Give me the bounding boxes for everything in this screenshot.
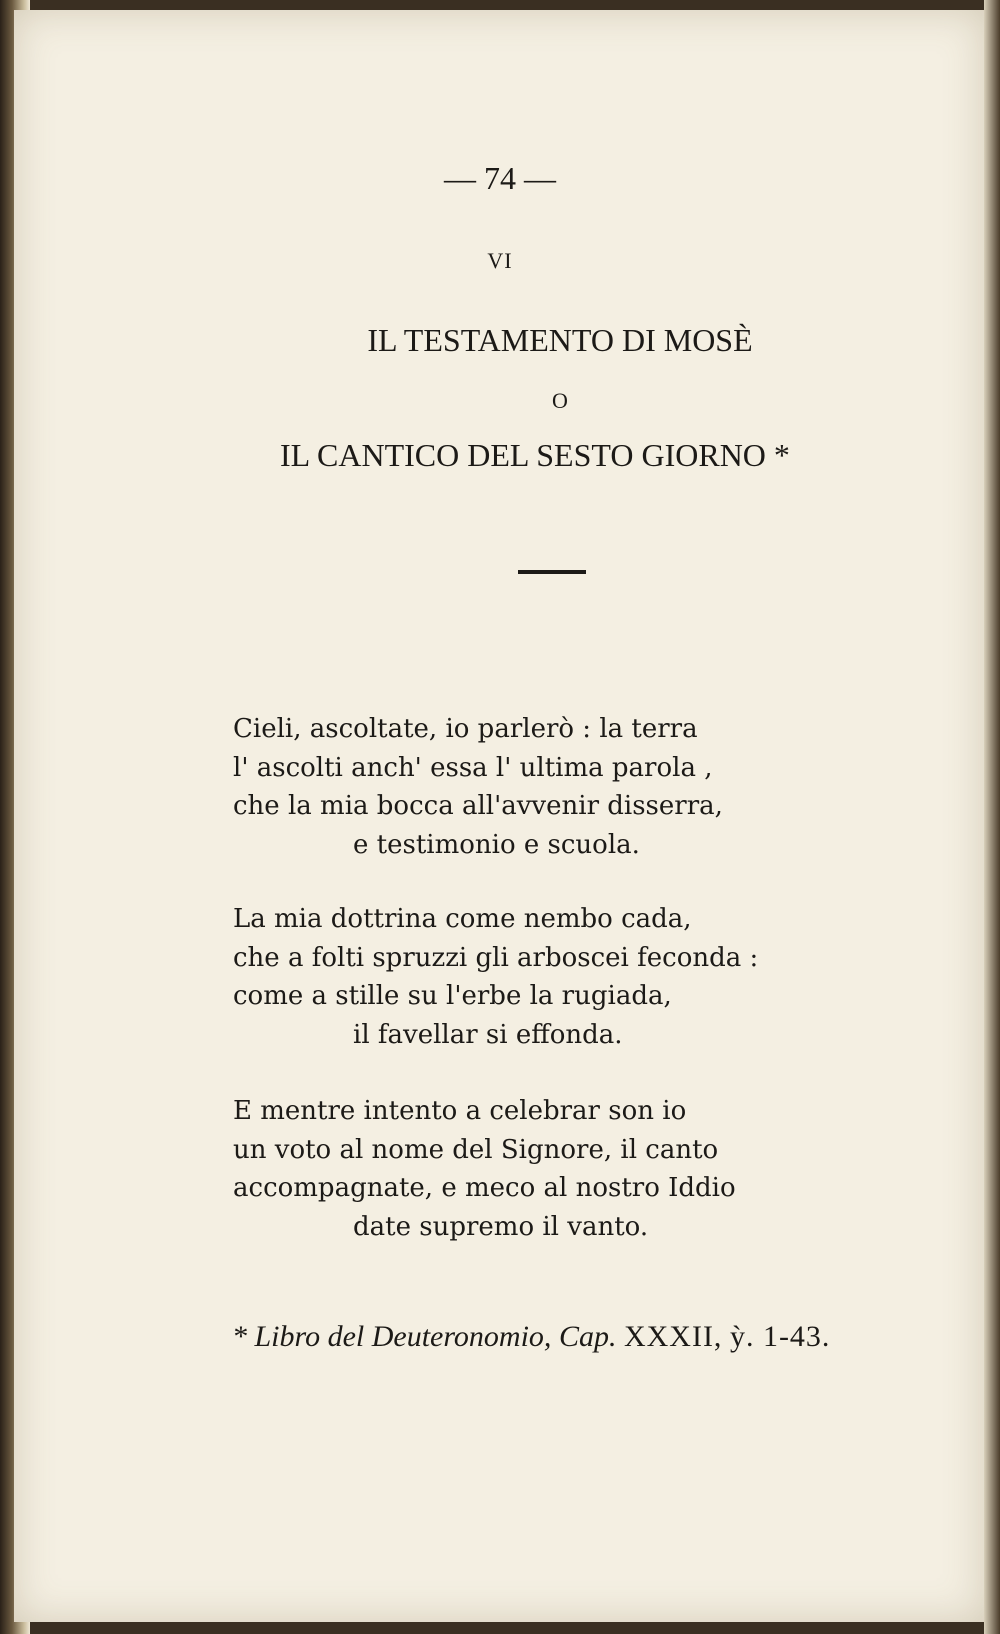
footnote-chapter: XXXII, <box>623 1320 723 1353</box>
verse-line: E mentre intento a celebrar son io <box>233 1096 687 1126</box>
stanza-1 <box>233 710 723 864</box>
verse-line: che a folti spruzzi gli arboscei feconda : <box>233 942 759 973</box>
stanza-3 <box>233 1092 736 1246</box>
verse-line: La mia dottrina come nembo cada, <box>233 904 692 934</box>
title-line-2: IL CANTICO DEL SESTO GIORNO * <box>280 437 790 473</box>
title-line-1: IL TESTAMENTO DI MOSÈ <box>367 322 753 358</box>
verse-line: l' ascolti anch' essa l' ultima parola , <box>233 752 713 783</box>
verse-line: un voto al nome del Signore, il canto <box>233 1134 719 1165</box>
verse-line: Cieli, ascoltate, io parlerò : la terra <box>233 714 698 744</box>
stanza-2 <box>233 900 758 1054</box>
verse-line: date supremo il vanto. <box>353 1211 649 1242</box>
verse-line: il favellar si effonda. <box>353 1019 623 1050</box>
page-edge <box>984 0 1000 1634</box>
footnote <box>232 1320 830 1354</box>
verse-line: come a stille su l'erbe la rugiada, <box>233 981 672 1011</box>
title-rule <box>518 570 586 574</box>
page-number: — 74 — <box>444 160 556 196</box>
footnote-cap: Cap. <box>558 1320 617 1353</box>
section-number: VI <box>487 248 513 273</box>
verse-line: e testimonio e scuola. <box>353 829 640 860</box>
verse-line: che la mia bocca all'avvenir disserra, <box>233 791 723 821</box>
footnote-marker: * <box>232 1320 247 1353</box>
title-or: O <box>552 388 568 413</box>
verse-line: accompagnate, e meco al nostro Iddio <box>233 1173 736 1203</box>
footnote-book: Libro del Deuteronomio, <box>254 1320 552 1353</box>
footnote-verses: ỳ. 1-43. <box>729 1320 831 1353</box>
